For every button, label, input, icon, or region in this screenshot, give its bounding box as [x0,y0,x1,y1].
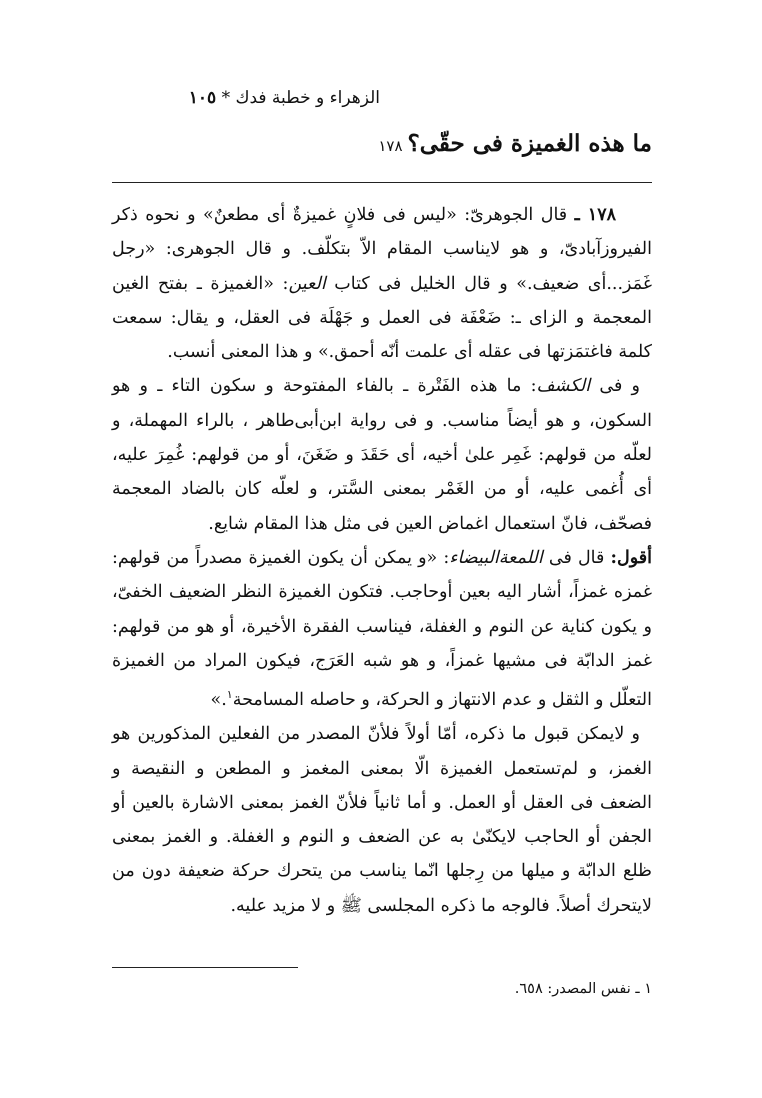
footnote [352,978,652,1000]
top-divider [112,182,652,183]
paragraph-4-text: و لايمكن قبول ما ذكره، أمّا أولاً فلأنّ المصدر من الفعلين المذكورين هو الغمز، و لم‌تستعمل الغميزة الّا بمعنى المغمز و المطعن و النقيصة و الضعف فى العقل أو العمل. و أما ثانياً فلأنّ الغمز بمعنى الاشارة بالعين أو الجفن أو الحاجب لايكنّىٰ به عن الضعف و النوم و الغفلة. و الغمز بمعنى ظلع الدابّة و ميلها من رِجلها انّما يناسب من يتحرك حركة ضعيفة دون من لايتحرك أصلاً. فالوجه ما ذكره المجلسى ﷺ و لا مزيد عليه. [112,724,652,916]
paragraph-1 [112,198,652,369]
paragraph-4 [112,717,652,923]
paragraph-2-pre: و فى [599,376,640,397]
paragraph-3-lead: أقول: [610,547,652,568]
running-header [110,86,380,110]
footnote-divider [112,967,298,968]
header-separator: * [221,88,231,108]
page-number: ١٠٥ [188,88,217,108]
paragraph-3-close: .» [210,689,227,710]
paragraph-1-text: قال الجوهرىّ: «ليس فى فلانٍ غميزةٌ أى مطعنٌ» و نحوه ذكر الفيروزآبادىّ، و هو لايناسب المقام الاّ بتكلّف. و قال الجوهرى: «رجل غَمَز...أى ضعيف.» و قال الخليل فى كتاب [112,205,652,294]
book-title: الزهراء و خطبة فدك [235,88,380,108]
paragraph-2 [112,369,652,540]
paragraph-2-text: : ما هذه الفَتْرة ـ بالفاء المفتوحة و سكون التاء ـ و هو السكون، و هو أيضاً مناسب. و فى رواية ابن‌أبى‌طاهر ، بالراء المهملة، و لعلّه من قولهم: غَمِر علىٰ أخيه، أى حَقَدَ و ضَغَنَ، أو من قولهم: غُمِرَ عليه، أى أُغمى عليه، أو من الغَمْر بمعنى السَّتر، و لعلّه كان بالضاد المعجمة فصحّف، فانّ استعمال اغماض العين فى مثل هذا المقام شايع. [112,376,652,534]
paragraph-3-text: : «و يمكن أن يكون الغميزة مصدراً من قولهم: غمزه غمزاً، أشار اليه بعين أوحاجب. فتكون الغميزة النظر الضعيف الخفىّ، و يكون كناية عن النوم و الغفلة، فيناسب الفقرة الأخيرة، أو هو من قولهم: غمز الدابّة فى مشيها غمزاً، و هو شبه العَرَج، فيكون المراد من الغميزة التعلّل و الثقل و عدم الانتهاز و الحركة، و حاصله المسامحة [112,547,652,710]
section-title: ما هذه الغميزة فى حقّى؟ [407,130,652,157]
footnote-marker: ١ [226,688,233,702]
paragraph-1-text-2: : «الغميزة ـ بفتح الغين المعجمة و الزاى ـ: ضَعْفَة فى العمل و جَهْلَة فى العقل، و يقال: سمعت كلمة فاغتمَزتها فى عقله أى علمت أنّه أحمق.» و هذا المعنى أنسب. [112,273,652,363]
entry-number: ١٧٨ ـ [574,205,616,225]
paragraph-3 [112,541,652,717]
book-name-al-ayn: العين [288,273,326,294]
body-text [112,198,652,923]
book-name-al-lumaa: اللمعةالبيضاء [449,547,543,568]
section-number: ١٧٨ [378,137,403,155]
paragraph-3-pre: قال فى [548,547,605,568]
section-heading [380,124,652,166]
footnote-text: ١ ـ نفس المصدر: ٦٥٨. [514,981,652,997]
book-name-al-kashf: الكشف [536,376,591,397]
